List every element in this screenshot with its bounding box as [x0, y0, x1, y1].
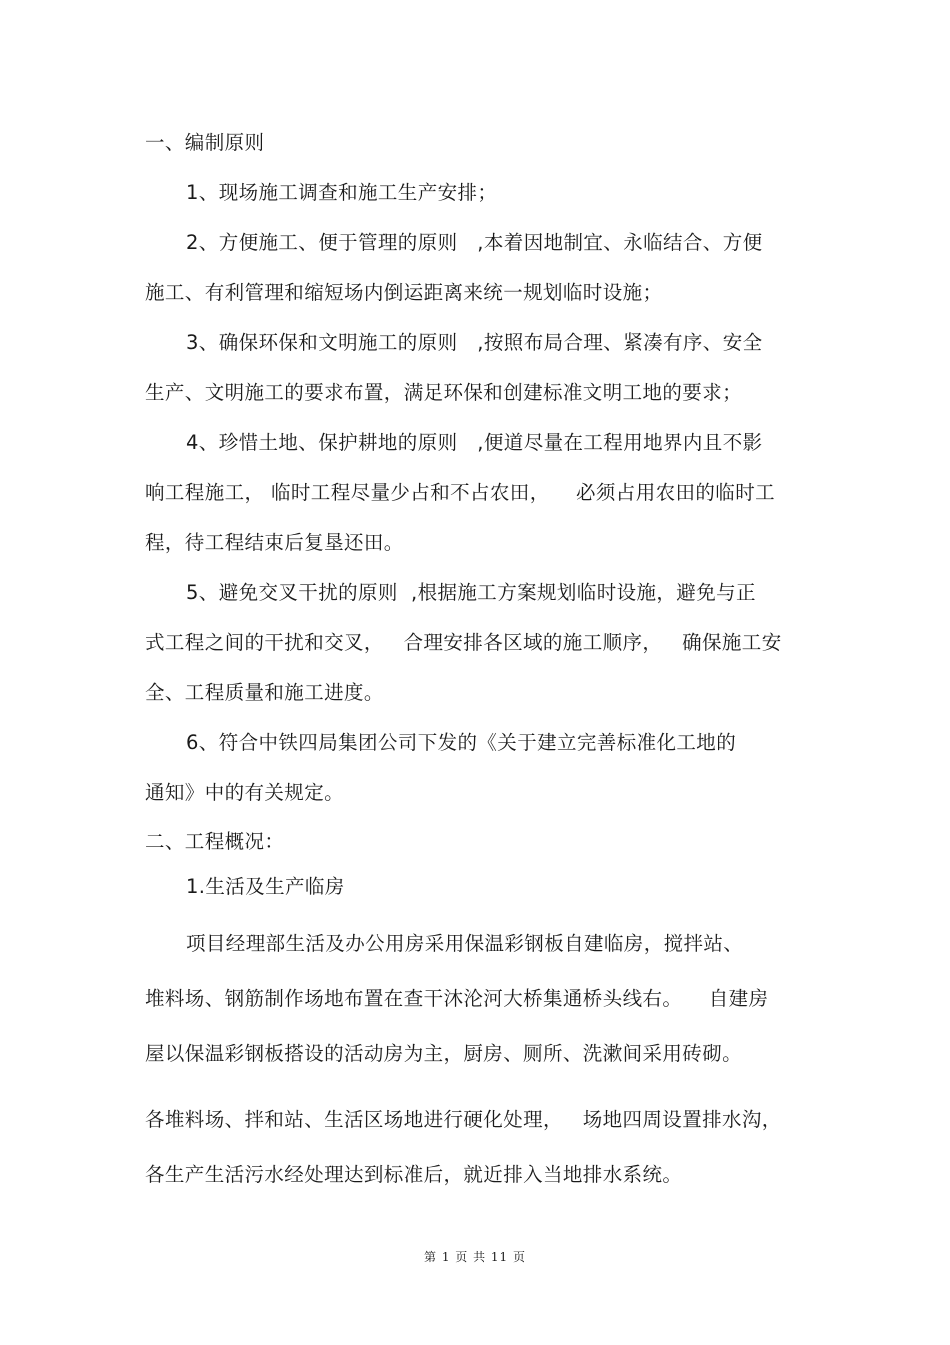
section-heading-principles: 一、编制原则 — [145, 131, 265, 154]
paragraph-line: 项目经理部生活及办公用房采用保温彩钢板自建临房，搅拌站、 — [186, 932, 744, 955]
paragraph-line: 2、方便施工、便于管理的原则 ,本着因地制宜、永临结合、方便 — [186, 231, 763, 254]
subsection-heading: 1.生活及生产临房 — [186, 875, 345, 898]
paragraph-line: 1、现场施工调查和施工生产安排； — [186, 181, 498, 204]
paragraph-line: 各生产生活污水经处理达到标准后，就近排入当地排水系统。 — [145, 1163, 683, 1186]
paragraph-line: 生产、文明施工的要求布置，满足环保和创建标准文明工地的要求； — [145, 381, 743, 404]
paragraph-line: 程，待工程结束后复垦还田。 — [145, 531, 404, 554]
paragraph-line: 施工、有利管理和缩短场内倒运距离来统一规划临时设施； — [145, 281, 663, 304]
paragraph-line: 6、符合中铁四局集团公司下发的《关于建立完善标准化工地的 — [186, 731, 737, 754]
paragraph-line: 堆料场、钢筋制作场地布置在查干沐沦河大桥集通桥头线右。 自建房 — [145, 987, 769, 1010]
paragraph-line: 各堆料场、拌和站、生活区场地进行硬化处理， 场地四周设置排水沟， — [145, 1108, 782, 1131]
paragraph-line: 响工程施工， 临时工程尽量少占和不占农田， 必须占用农田的临时工 — [145, 481, 775, 504]
paragraph-line: 5、避免交叉干扰的原则 ,根据施工方案规划临时设施，避免与正 — [186, 581, 756, 604]
paragraph-line: 式工程之间的干扰和交叉， 合理安排各区域的施工顺序， 确保施工安 — [145, 631, 782, 654]
page-footer: 第 1 页 共 11 页 — [424, 1250, 526, 1264]
paragraph-line: 屋以保温彩钢板搭设的活动房为主，厨房、厕所、洗漱间采用砖砌。 — [145, 1042, 743, 1065]
paragraph-line: 4、珍惜土地、保护耕地的原则 ,便道尽量在工程用地界内且不影 — [186, 431, 763, 454]
section-heading-overview: 二、工程概况： — [145, 830, 285, 853]
paragraph-line: 3、确保环保和文明施工的原则 ,按照布局合理、紧凑有序、安全 — [186, 331, 763, 354]
paragraph-line: 全、工程质量和施工进度。 — [145, 681, 384, 704]
paragraph-line: 通知》中的有关规定。 — [145, 781, 345, 804]
